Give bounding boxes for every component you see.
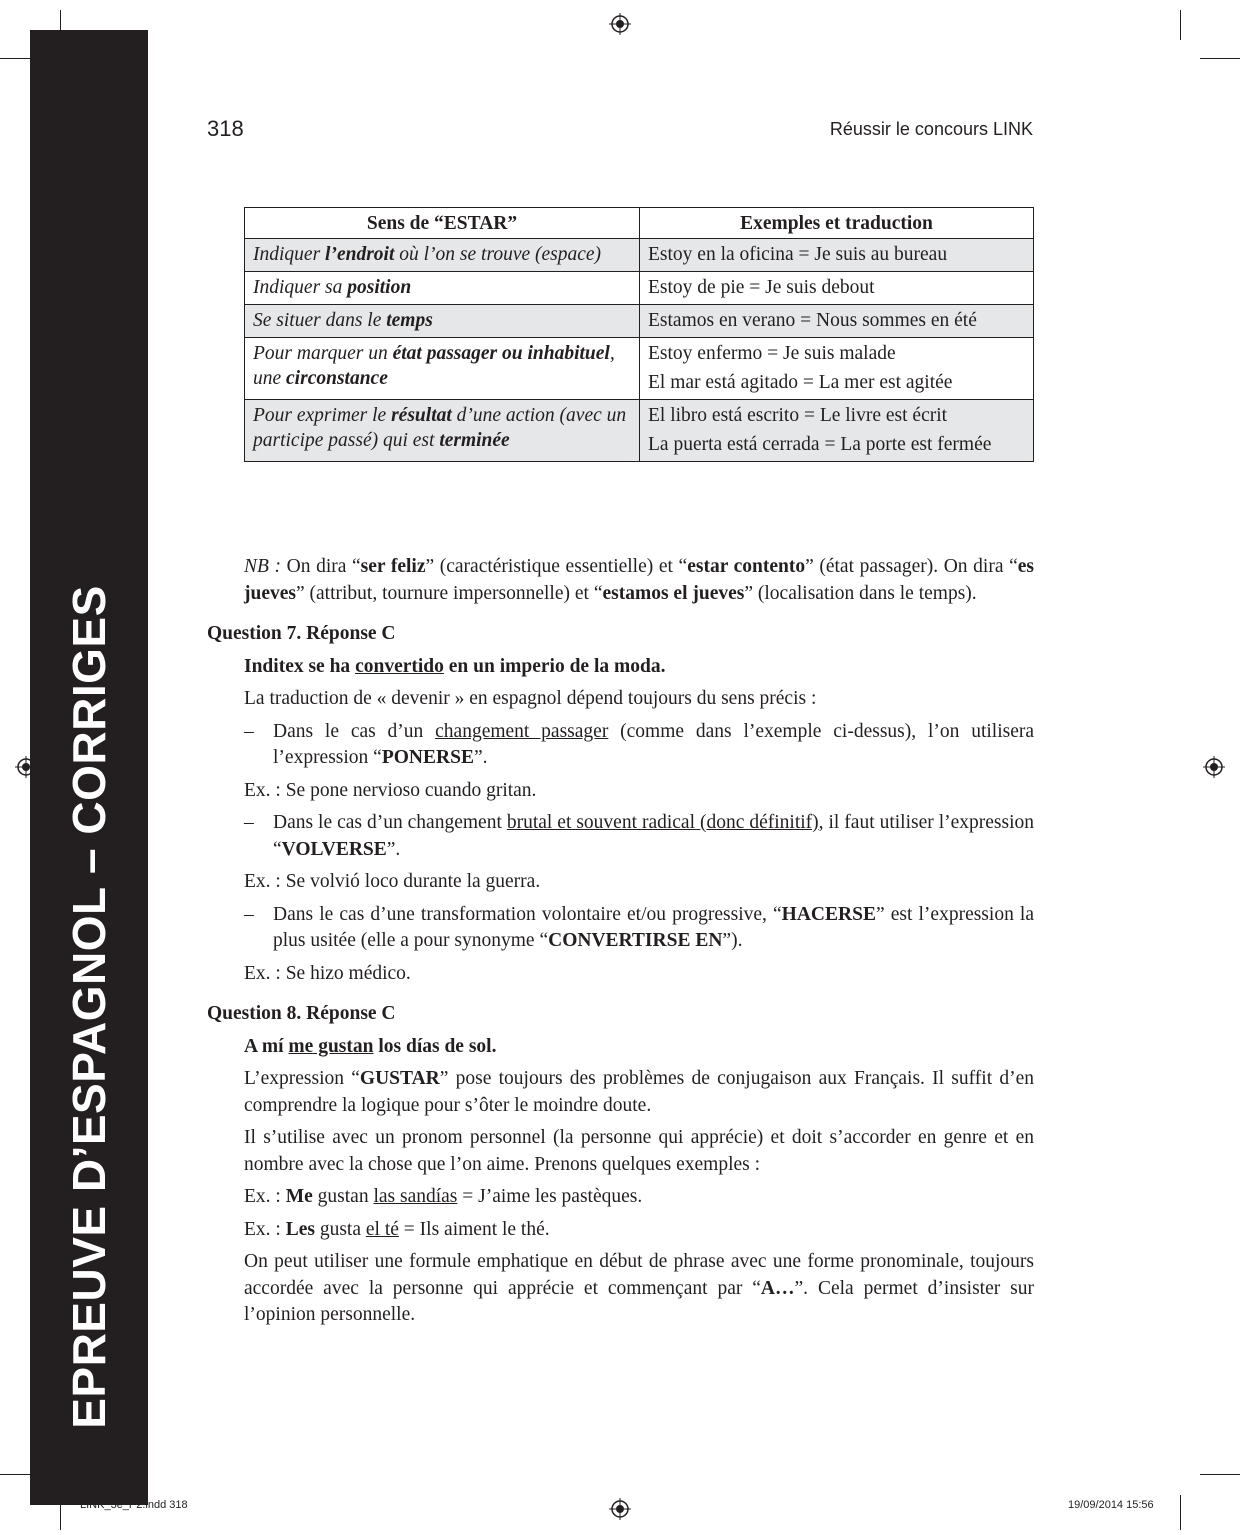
text-run: en un imperio de la moda. [443,655,666,677]
text-run: ”). [722,930,743,951]
table-row [245,239,1034,272]
table-row [245,305,1034,338]
text-run: Ex. : [244,1218,286,1240]
example-line: El libro está escrito = Le livre est écrit [648,405,948,426]
text-run: ”. [386,838,401,860]
dash-bullet: – [244,903,254,925]
sidebar-section-label: EPREUVE D’ESPAGNOL – CORRIGES [63,585,115,1429]
table-row [245,338,1034,400]
example-line: La puerta está cerrada = La porte est fermée [648,434,992,455]
paragraph [244,778,1034,805]
table-row [245,400,1034,462]
example-line: Estoy de pie = Je suis debout [648,277,875,298]
text-run: Ex. : [244,1186,286,1207]
text-run: On dira “ [281,556,361,577]
text-run: PONERSE [381,747,474,768]
example-cell [640,338,1034,400]
question-sentence [244,1034,1034,1061]
text-run: où l’on se trouve (espace) [394,244,602,265]
text-run: Indiquer sa [253,277,348,298]
text-run: convertido [355,655,444,677]
text-run: HACERSE [781,903,876,925]
running-title: Réussir le concours LINK [829,119,1033,139]
sense-cell [245,239,640,272]
example-cell [640,272,1034,305]
text-run: me gustan [288,1035,374,1057]
paragraph [244,554,1034,607]
text-run: temps [386,310,433,331]
table-header-row [245,208,1034,239]
text-run: = J’aime les pastèques. [457,1186,643,1207]
page-number: 318 [207,116,244,141]
text-run: Ex. : Se hizo médico. [244,962,411,984]
text-run: , il faut utiliser l’expression “ [273,812,1035,860]
footer-timestamp: 19/09/2014 15:56 [1068,1499,1154,1511]
text-run: Il s’utilise avec un pronom personnel (la personne qui apprécie) et doit s’accorder en genre et en nombre avec la chose que l’on aime. Prenons quelques exemples : [244,1127,1034,1175]
text-run: ” pose toujours des problèmes de conjugaison aux Français. Il suffit d’en comprendre la logique pour s’ôter le moindre doute. [244,1068,1035,1116]
text-run: position [347,277,412,298]
example-cell [640,239,1034,272]
text-run: état passager ou inhabituel [392,343,610,364]
text-run: La traduction de « devenir » en espagnol dépend toujours du sens précis : [244,688,817,709]
crop-mark [1200,58,1240,59]
text-run: (comme dans l’exemple ci-dessus), l’on utilisera l’expression “ [273,720,1035,768]
example-line: Estoy enfermo = Je suis malade [648,343,896,364]
text-run: changement passager [435,720,609,742]
text-run: Les [285,1218,315,1240]
footer-filename: LINK_3e_P2.indd 318 [80,1499,188,1511]
paragraph [244,961,1034,988]
text-run: = Ils aiment le thé. [398,1218,550,1240]
question-sentence [244,654,1034,681]
text-run: ” (attribut, tournure impersonnelle) et “ [296,582,603,604]
crop-mark [1200,1474,1240,1475]
text-run: l’endroit [325,244,395,265]
text-run: gustan [312,1186,374,1207]
text-run: terminée [439,430,510,451]
paragraph [244,1217,1034,1244]
sense-cell [245,338,640,400]
paragraph [244,1125,1034,1178]
column-header: Sens de “ESTAR” [245,208,640,239]
text-run: A mí [244,1035,289,1057]
registration-mark-icon [1203,756,1225,778]
example-line: El mar está agitado = La mer est agitée [648,372,953,393]
text-run: Inditex se ha [244,655,356,677]
registration-mark-icon [609,1498,631,1520]
text-run: Ex. : Se pone nervioso cuando gritan. [244,779,537,801]
sense-cell [245,400,640,462]
text-run: L’expression “ [244,1068,360,1089]
text-run: résultat [391,405,452,426]
paragraph [244,686,1034,713]
body-text [207,554,1035,1335]
dash-bullet: – [244,812,254,833]
text-run: estar contento [687,556,806,577]
text-run: d’une action (avec un participe passé) qui est [253,405,627,451]
text-run: Dans le cas d’un [273,720,436,742]
crop-mark [1180,10,1181,40]
text-run: VOLVERSE [281,838,387,860]
example-cell [640,400,1034,462]
example-line: Estamos en verano = Nous sommes en été [648,310,977,331]
text-run: Dans le cas d’un changement [273,812,507,833]
sense-cell [245,272,640,305]
text-run: Pour exprimer le [253,405,392,426]
text-run: GUSTAR [359,1068,440,1089]
text-run: ” (état passager). On dira “ [805,556,1018,577]
text-run: Ex. : Se volvió loco durante la guerra. [244,871,541,892]
example-line: Estoy en la oficina = Je suis au bureau [648,244,948,265]
column-header: Exemples et traduction [640,208,1034,239]
list-item [244,810,1034,863]
text-run: A… [760,1277,795,1299]
list-item [244,719,1034,772]
example-cell [640,305,1034,338]
text-run: brutal et souvent radical (donc définitif) [506,812,819,833]
text-run: Dans le cas d’une transformation volontaire et/ou progressive, “ [273,903,782,925]
text-run: estamos el jueves [602,582,745,604]
paragraph [244,869,1034,896]
crop-mark [1180,1495,1181,1530]
paragraph [244,1249,1034,1329]
text-run: ” (caractéristique essentielle) et “ [425,556,688,577]
text-run: CONVERTIRSE EN [548,930,723,951]
text-run: Pour marquer un [253,343,393,364]
paragraph [244,1066,1034,1119]
text-run: , une [253,343,615,389]
text-run: las sandías [373,1186,458,1207]
text-run: ”. Cela permet d’insister sur l’opinion personnelle. [244,1277,1034,1325]
table-row [245,272,1034,305]
text-run: Se situer dans le [253,310,387,331]
estar-table [244,207,1034,462]
text-run: ” est l’expression la plus usitée (elle a pour synonyme “ [273,903,1035,951]
text-run: On peut utiliser une formule emphatique en début de phrase avec une forme pronominale, toujours accordée avec la personne qui apprécie et commençant par “ [244,1251,1034,1299]
text-run: ”. [473,747,488,768]
text-run: Me [285,1186,313,1207]
paragraph [244,1184,1034,1211]
registration-mark-icon [609,13,631,35]
text-run: ” (localisation dans le temps). [744,582,977,604]
text-run: circonstance [286,368,388,389]
text-run: gusta [314,1218,366,1240]
text-run: el té [365,1218,399,1240]
dash-bullet: – [244,720,254,742]
question-heading [207,1001,1034,1028]
text-run: es jueves [244,556,1035,604]
text-run: Question 7. Réponse C [207,623,396,644]
text-run: los días de sol. [373,1035,497,1057]
text-run: ser feliz [360,556,426,577]
text-run: Question 8. Réponse C [207,1003,396,1024]
text-run: NB : [244,556,282,577]
text-run: Indiquer [253,244,326,265]
sense-cell [245,305,640,338]
question-heading [207,621,1034,648]
list-item [244,902,1034,955]
